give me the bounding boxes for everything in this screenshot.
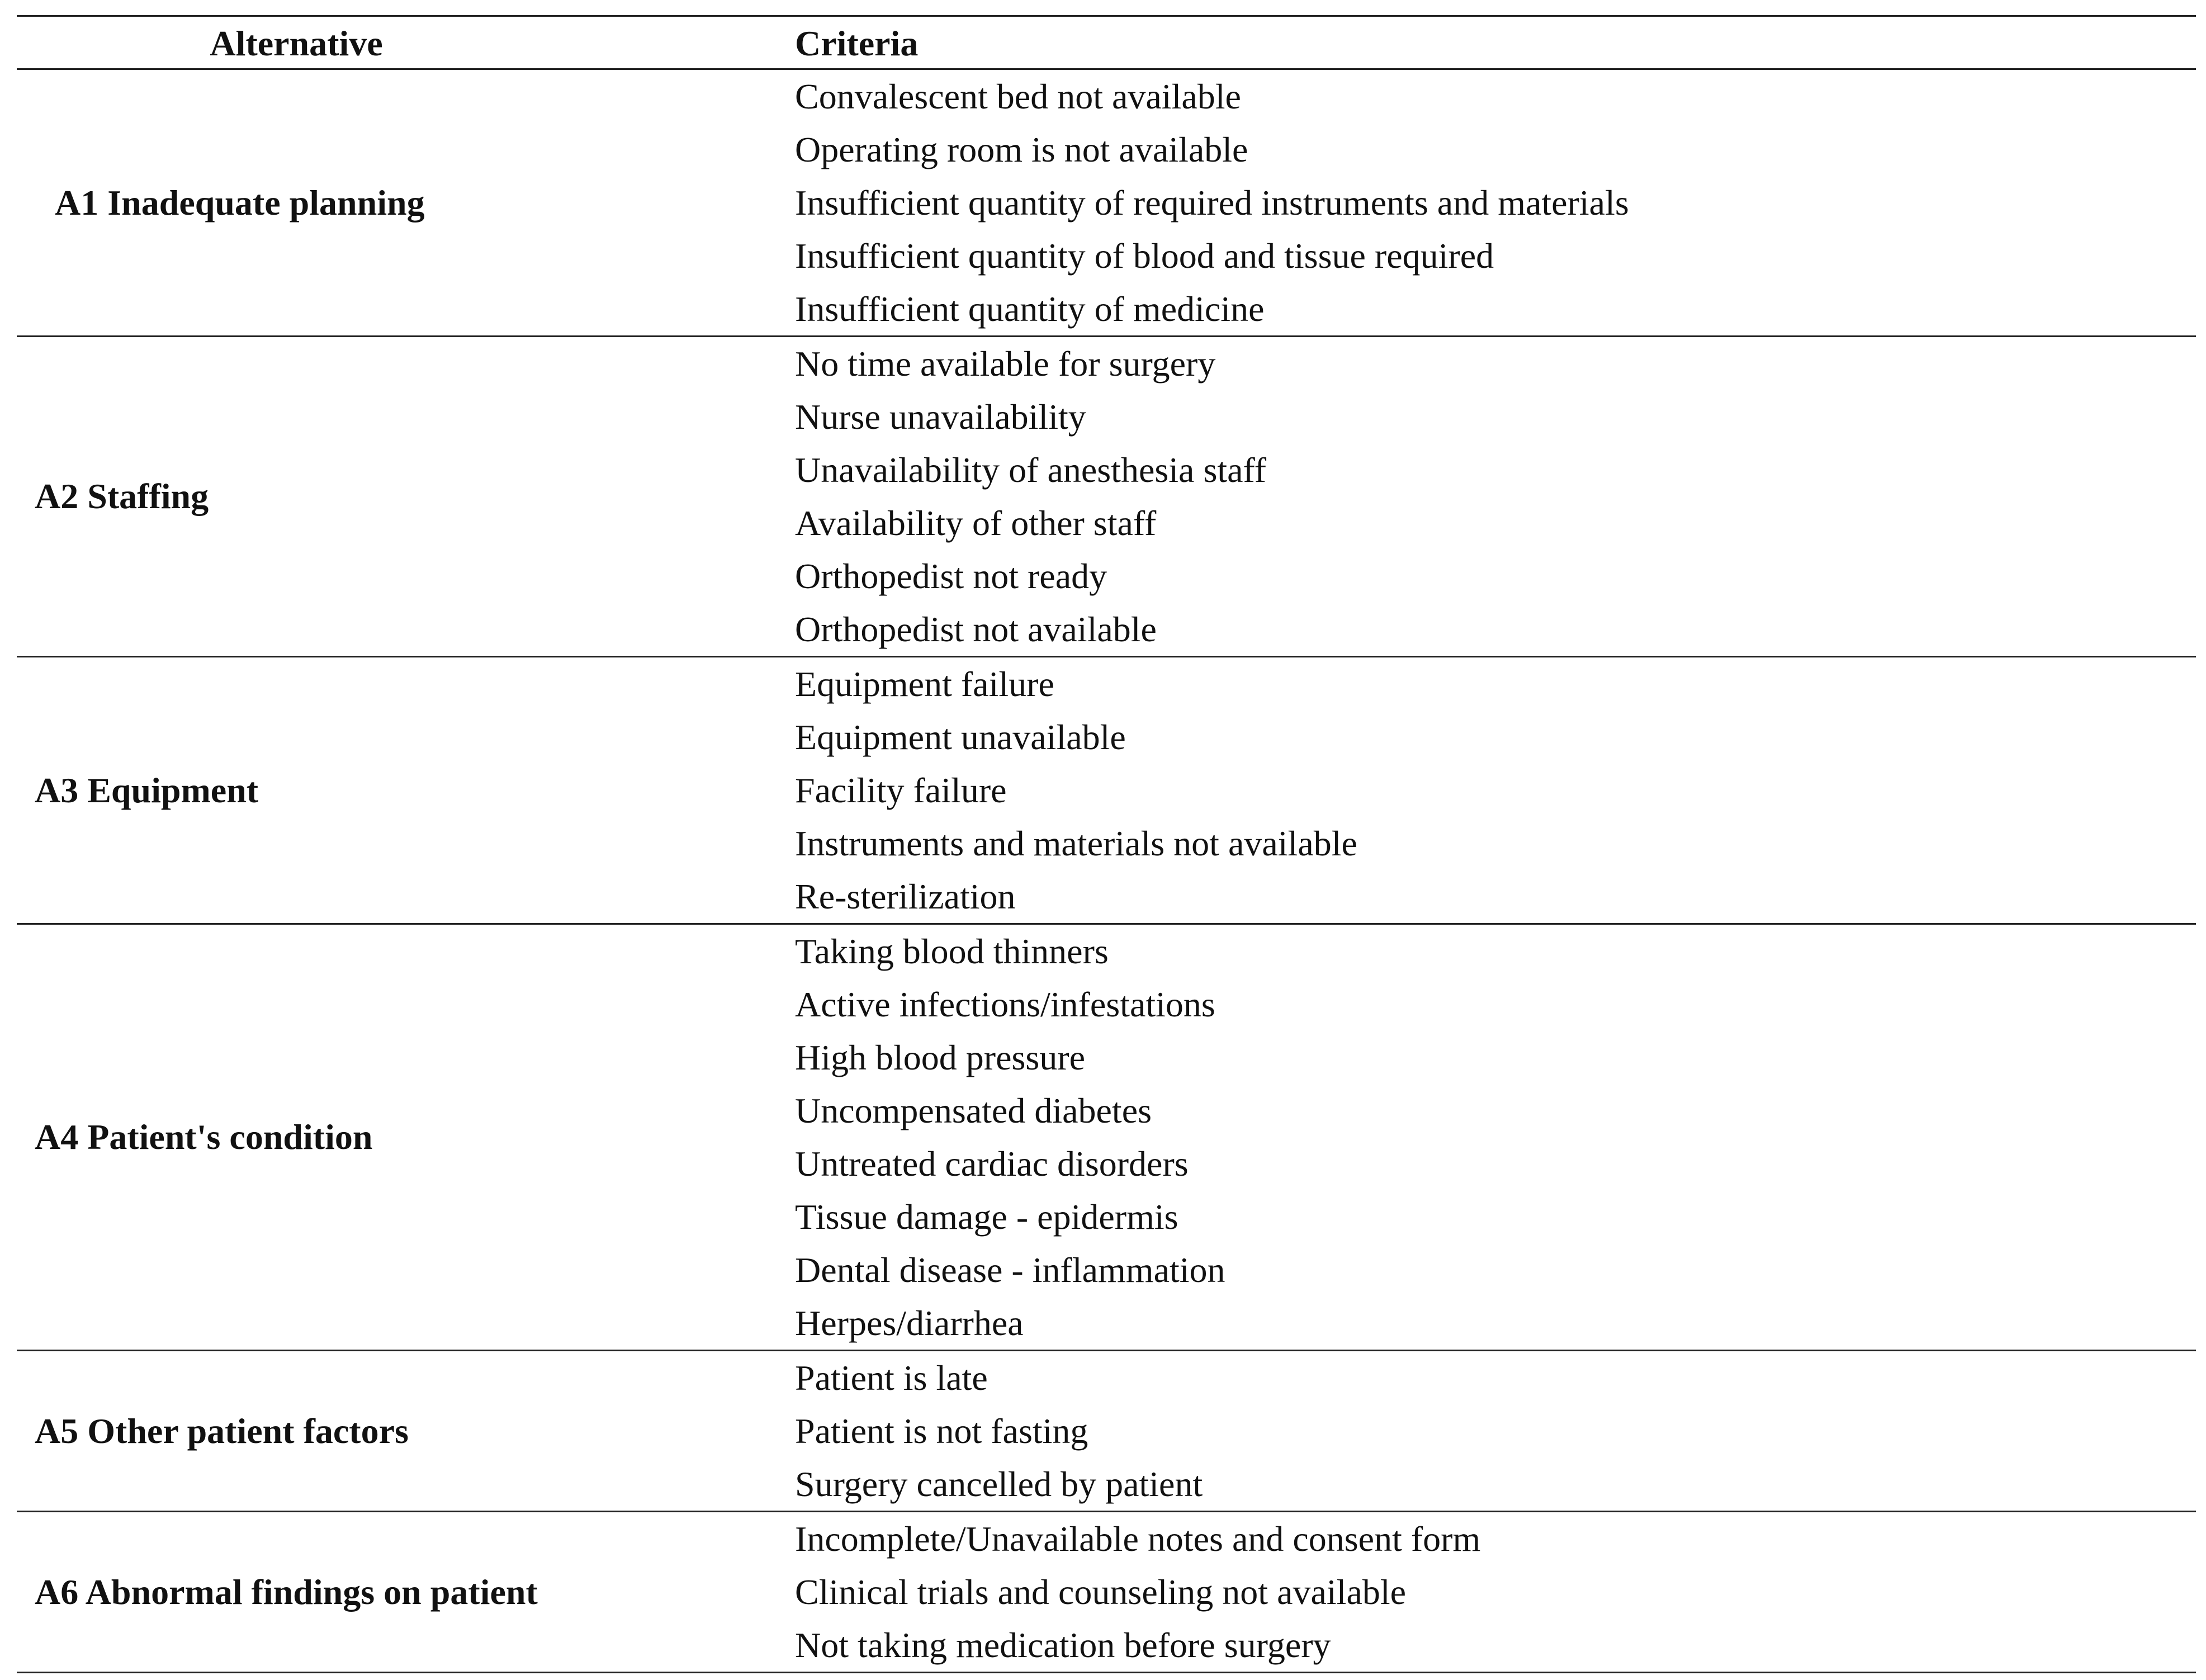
criterion-item: Not taking medication before surgery [795, 1625, 1331, 1665]
criterion-item: Patient is not fasting [795, 1411, 1088, 1451]
criterion-item: Insufficient quantity of blood and tissue required [795, 236, 1494, 276]
alternative-label: A4 Patient's condition [35, 1117, 373, 1157]
alternative-group [17, 337, 2196, 657]
criterion-item: Patient is late [795, 1358, 988, 1398]
criterion-item: Availability of other staff [795, 503, 1157, 543]
criterion-item: Taking blood thinners [795, 931, 1109, 971]
criterion-item: Surgery cancelled by patient [795, 1464, 1203, 1504]
criterion-item: Unavailability of anesthesia staff [795, 450, 1266, 490]
criterion-item: Insufficient quantity of medicine [795, 289, 1265, 329]
criteria-list [795, 1351, 2196, 1511]
criterion-item: Facility failure [795, 770, 1007, 810]
criteria-table [17, 15, 2196, 1673]
alternative-label: A1 Inadequate planning [55, 182, 425, 223]
criterion-item: Uncompensated diabetes [795, 1091, 1152, 1130]
criteria-list [795, 70, 2196, 335]
criterion-item: Herpes/diarrhea [795, 1303, 1024, 1343]
header-alternative: Alternative [210, 23, 383, 63]
criteria-list [795, 657, 2196, 923]
criterion-item: Insufficient quantity of required instruments and materials [795, 183, 1629, 223]
criterion-item: Clinical trials and counseling not available [795, 1572, 1407, 1612]
criterion-item: Orthopedist not ready [795, 556, 1107, 596]
alternative-group [17, 657, 2196, 925]
alternative-label: A6 Abnormal findings on patient [35, 1572, 538, 1612]
criterion-item: No time available for surgery [795, 344, 1216, 384]
criterion-item: Nurse unavailability [795, 397, 1086, 437]
criterion-item: Re-sterilization [795, 877, 1016, 916]
table-body [17, 70, 2196, 1672]
alternative-group [17, 1512, 2196, 1672]
alternative-label: A5 Other patient factors [35, 1411, 409, 1451]
criterion-item: Dental disease - inflammation [795, 1250, 1225, 1290]
criterion-item: Active infections/infestations [795, 985, 1215, 1024]
alternative-group [17, 925, 2196, 1351]
alternative-label: A2 Staffing [35, 476, 209, 516]
criterion-item: High blood pressure [795, 1038, 1086, 1077]
alternative-group [17, 1351, 2196, 1512]
criterion-item: Orthopedist not available [795, 609, 1157, 649]
criterion-item: Incomplete/Unavailable notes and consent form [795, 1519, 1481, 1559]
criterion-item: Untreated cardiac disorders [795, 1144, 1189, 1184]
alternative-group [17, 70, 2196, 337]
criterion-item: Convalescent bed not available [795, 77, 1241, 116]
criterion-item: Operating room is not available [795, 130, 1248, 169]
criterion-item: Instruments and materials not available [795, 824, 1357, 863]
criteria-list [795, 1512, 2196, 1672]
criterion-item: Tissue damage - epidermis [795, 1197, 1178, 1237]
criteria-list [795, 337, 2196, 656]
criterion-item: Equipment failure [795, 664, 1054, 704]
criterion-item: Equipment unavailable [795, 717, 1126, 757]
table-header [17, 17, 2196, 70]
header-criteria: Criteria [795, 23, 919, 63]
alternative-label: A3 Equipment [35, 770, 259, 810]
criteria-list [795, 925, 2196, 1350]
